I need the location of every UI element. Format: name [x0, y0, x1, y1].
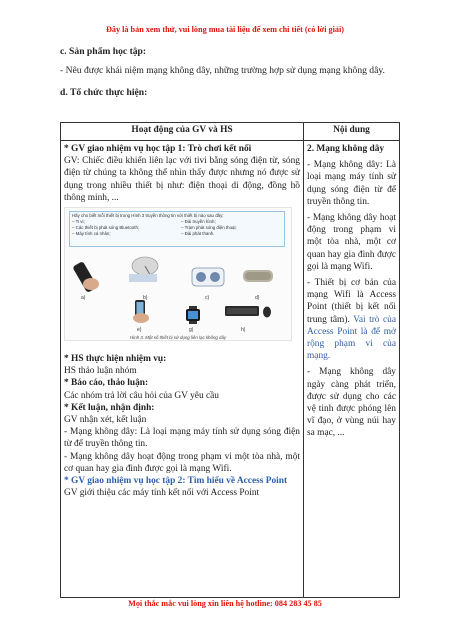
figure-label: g) [189, 327, 194, 334]
content-cell [304, 141, 400, 598]
figure-caption: Hình 3. Một số thiết bị sử dụng liên lạc không dây [129, 335, 227, 341]
hs-task-text: HS thảo luận nhóm [64, 366, 137, 377]
report-title: * Báo cáo, thảo luận: [64, 378, 149, 389]
figure-label: e) [137, 327, 142, 334]
figure-question: Hãy cho biết mỗi thiết bị trong Hình 3 truyền thông tin với thiết bị nào sau đây: [72, 213, 224, 219]
content-wifi: - Mạng không dây hoạt động trong phạm vi một tòa nhà, một cơ quan hay gia đình được gọi là mạng Wifi. [307, 213, 396, 272]
figure-option: – Các thiết bị phát sóng Bluetooth; [72, 225, 140, 231]
content-development: - Mạng không dây ngày càng phát triển, được sử dụng cho các vệ tinh được phóng lên vĩ đạo, ở vùng núi hay sa mạc, ... [307, 367, 396, 439]
speaker-icon [243, 270, 273, 282]
remote-control-icon [72, 261, 99, 293]
access-point-text: - Thiết bị cơ bản của mạng Wifi là Access Point (thiết bị kết nối trung tâm). [307, 278, 396, 325]
figure-option: – Đài truyền hình; [181, 219, 216, 225]
conclusion-title: * Kết luận, nhận định: [64, 402, 155, 413]
task1-title: * GV giao nhiệm vụ học tập 1: Trò chơi kết nối [64, 144, 252, 154]
header-content: Nội dung [304, 123, 400, 141]
activity-table [60, 122, 400, 598]
intro-section [60, 46, 392, 100]
content-definition: - Mạng không dây: Là loại mạng máy tính sử dụng sóng điện từ để truyền thông tin. [307, 160, 396, 207]
device-illustrations [65, 208, 291, 340]
figure-label: h) [241, 327, 246, 334]
figure-label: d) [255, 295, 260, 302]
preview-banner: Đây là bản xem thử, vui lòng mua tài liệu để xem chi tiết (có lời giải) [105, 25, 344, 34]
task1-text: GV: Chiếc điều khiển liên lạc với tivi bằng sóng điện từ, sóng điện từ chúng ta không thể nhìn thấy được nhưng nó được sử dụng trong nhiều thiết bị như: điện thoại di động, đồng hồ thông minh, ... [64, 156, 300, 203]
access-point-role: Vai trò của Access Point là để mở rộng phạm vi của mạng. [307, 314, 396, 362]
conclusion-text: GV nhận xét, kết luận [64, 415, 147, 426]
figure-label: a) [81, 295, 86, 302]
hotline-banner: Mọi thắc mắc vui lòng xin liên hệ hotline: 084 283 45 85 [128, 599, 322, 608]
task2-text: GV giới thiệu các máy tính kết nối với Access Point [64, 488, 260, 499]
report-text: Các nhóm trả lời câu hỏi của GV yêu cầu [64, 390, 219, 401]
devices-figure [64, 207, 292, 341]
satellite-dish-icon [129, 257, 158, 282]
activities-cell [61, 141, 304, 598]
content-title: 2. Mạng không dây [307, 144, 385, 154]
figure-option: – Trạm phát sóng điện thoại; [181, 225, 237, 231]
conclusion-definition: - Mạng không dây: Là loại mạng máy tính sử dụng sóng điện từ để truyền thông tin. [64, 427, 300, 450]
figure-option: – Ti vi; [72, 219, 85, 225]
conclusion-wifi: - Mạng không dây hoạt động trong phạm vi một tòa nhà, một cơ quan hay gia đình được gọi là mạng Wifi. [64, 451, 300, 474]
section-c-text: - Nêu được khái niệm mạng không dây, những trường hợp sử dụng mạng không dây. [60, 64, 385, 76]
smartwatch-icon [186, 306, 200, 324]
section-d-heading: d. Tổ chức thực hiện: [60, 87, 148, 99]
figure-label: b) [143, 295, 148, 302]
content-access-point [307, 277, 396, 362]
figure-label: c) [205, 295, 210, 302]
figure-option: – Máy tính cá nhân; [72, 231, 111, 237]
task2-title: * GV giao nhiệm vụ học tập 2: Tìm hiểu về Access Point [64, 476, 288, 487]
section-c-heading: c. Sản phẩm học tập: [60, 46, 147, 57]
figure-option: – Đài phát thanh. [181, 231, 215, 237]
radio-icon [192, 268, 224, 286]
header-activities: Hoạt động của GV và HS [61, 123, 304, 141]
keyboard-mouse-icon [225, 306, 271, 318]
hs-task-title: * HS thực hiện nhiệm vụ: [64, 354, 167, 365]
